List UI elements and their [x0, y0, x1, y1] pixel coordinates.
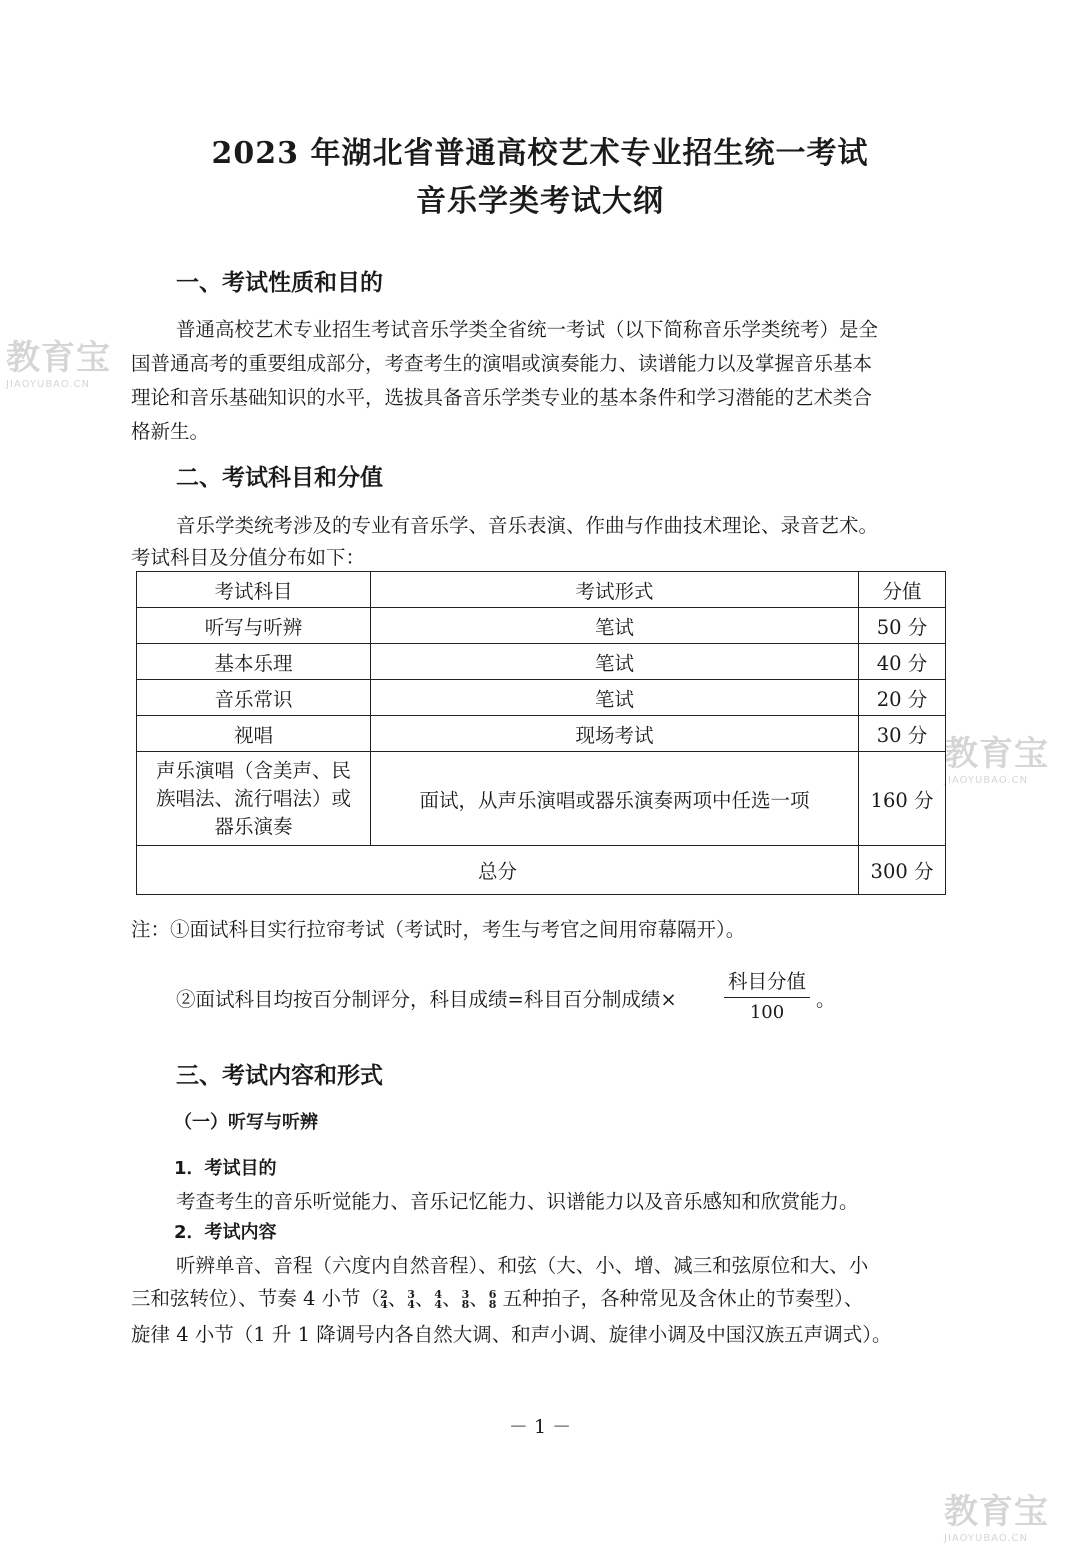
table-total-score: 300 分: [859, 846, 946, 895]
section-2-heading: 二、考试科目和分值: [176, 465, 383, 491]
table-row: [137, 680, 946, 716]
meter-bottom: 4: [380, 1297, 388, 1311]
time-signature-4-4: [434, 1287, 443, 1311]
note-2-end: 。: [816, 988, 836, 1011]
fraction-numerator: 科目分值: [727, 970, 806, 993]
table-row-vocal: [137, 752, 946, 846]
section-1-line-4: 格新生。: [131, 420, 210, 443]
table-cell-score: 160 分: [859, 752, 946, 846]
meter-top: 3: [461, 1287, 470, 1301]
section-3-heading: 三、考试内容和形式: [176, 1063, 383, 1089]
table-row: [137, 716, 946, 752]
meter-bottom: 4: [434, 1297, 443, 1311]
watermark-brand: 教育宝: [6, 338, 111, 378]
table-cell-score: 20 分: [859, 680, 946, 716]
table-cell-subject: 音乐常识: [137, 680, 371, 716]
watermark-brand: 教育宝: [944, 734, 1049, 774]
section-2-intro-line-2: 考试科目及分值分布如下：: [131, 546, 366, 569]
watermark-domain: JIAOYUBAO.CN: [944, 1533, 1028, 1544]
table-row: [137, 644, 946, 680]
item-2-line-2-post: 五种拍子，各种常见及含休止的节奏型）、: [496, 1287, 864, 1310]
watermark-right: [944, 726, 1049, 786]
item-2-title: 2．考试内容: [174, 1222, 277, 1243]
item-1-title: 1．考试目的: [174, 1158, 277, 1179]
table-row-total: [137, 846, 946, 895]
table-cell-form: 笔试: [371, 680, 859, 716]
note-2-text: ②面试科目均按百分制评分，科目成绩=科目百分制成绩×: [176, 988, 677, 1011]
section-1-line-3: 理论和音乐基础知识的水平，选拔具备音乐学类专业的基本条件和学习潜能的艺术类合: [131, 386, 873, 409]
table-cell-subject: 听写与听辨: [137, 608, 371, 644]
table-cell-subject: 视唱: [137, 716, 371, 752]
document-title: 2023 年湖北省普通高校艺术专业招生统一考试: [211, 136, 869, 171]
note-1: 注：①面试科目实行拉帘考试（考试时，考生与考官之间用帘幕隔开）。: [131, 918, 746, 941]
score-formula-fraction: [718, 968, 816, 1026]
fraction-denominator: 100: [749, 1002, 785, 1023]
table-cell-form: 现场考试: [371, 716, 859, 752]
page-number: － 1 －: [508, 1416, 572, 1438]
vocal-subject-line: 声乐演唱（含美声、民: [155, 758, 351, 782]
section-1-heading: 一、考试性质和目的: [176, 270, 383, 296]
document-subtitle: 音乐学类考试大纲: [416, 184, 664, 219]
watermark-bottom: [944, 1484, 1049, 1544]
meter-top: 6: [488, 1287, 497, 1301]
watermark-left: [6, 330, 111, 390]
section-1-line-2: 国普通高考的重要组成部分，考查考生的演唱或演奏能力、读谱能力以及掌握音乐基本: [131, 352, 873, 375]
meter-top: 2: [380, 1287, 388, 1301]
watermark-domain: JIAOYUBAO.CN: [944, 775, 1028, 786]
table-total-label: 总分: [137, 846, 859, 895]
table-cell-form: 笔试: [371, 644, 859, 680]
time-signature-3-8: [461, 1287, 470, 1311]
item-2-line-2: 三和弦转位）、节奏 4 小节（ 2 4 、 3 4 、 4 4 、 3 8 、 6 8 五种拍子，各种常见及含休止的节奏型）、: [131, 1287, 864, 1311]
table-cell-form: 面试，从声乐演唱或器乐演奏两项中任选一项: [371, 752, 859, 846]
meter-bottom: 4: [407, 1297, 415, 1311]
table-header-cell: 考试形式: [371, 572, 859, 608]
table-header-row: [137, 572, 946, 608]
vocal-subject-line: 器乐演奏: [214, 814, 293, 838]
table-header-cell: 考试科目: [137, 572, 371, 608]
table-cell-score: 40 分: [859, 644, 946, 680]
meter-top: 3: [407, 1287, 415, 1301]
vocal-subject-line: 族唱法、流行唱法）或: [155, 786, 351, 810]
time-signature-2-4: [380, 1287, 388, 1311]
meter-bottom: 8: [488, 1297, 497, 1311]
watermark-domain: JIAOYUBAO.CN: [6, 379, 90, 390]
section-2-intro-line-1: 音乐学类统考涉及的专业有音乐学、音乐表演、作曲与作曲技术理论、录音艺术。: [176, 514, 879, 537]
table-header-cell: 分值: [859, 572, 946, 608]
table-cell-subject: [137, 752, 371, 846]
table-row: [137, 608, 946, 644]
section-1-line-1: 普通高校艺术专业招生考试音乐学类全省统一考试（以下简称音乐学类统考）是全: [176, 318, 879, 341]
subsection-heading: （一）听写与听辨: [174, 1112, 318, 1133]
item-2-line-2-pre: 三和弦转位）、节奏 4 小节（: [131, 1287, 381, 1310]
item-2-line-3: 旋律 4 小节（1 升 1 降调号内各自然大调、和声小调、旋律小调及中国汉族五声调式）。: [131, 1323, 892, 1346]
table-cell-form: 笔试: [371, 608, 859, 644]
table-cell-score: 30 分: [859, 716, 946, 752]
table-cell-score: 50 分: [859, 608, 946, 644]
meter-top: 4: [434, 1287, 443, 1301]
item-2-line-1: 听辨单音、音程（六度内自然音程）、和弦（大、小、增、减三和弦原位和大、小: [176, 1254, 869, 1277]
score-table: [136, 571, 946, 895]
watermark-brand: 教育宝: [944, 1492, 1049, 1532]
meter-bottom: 8: [461, 1297, 470, 1311]
item-1-text: 考查考生的音乐听觉能力、音乐记忆能力、识谱能力以及音乐感知和欣赏能力。: [176, 1190, 859, 1213]
time-signature-3-4: [407, 1287, 415, 1311]
table-cell-subject: 基本乐理: [137, 644, 371, 680]
